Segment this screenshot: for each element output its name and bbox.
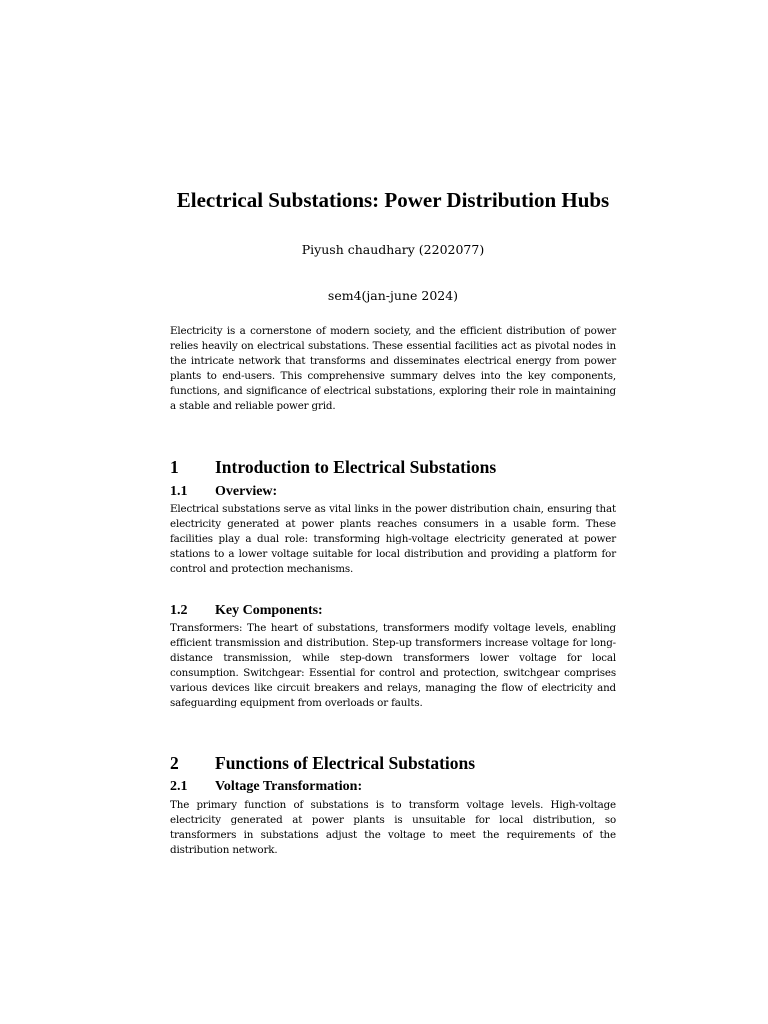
subsection-heading-2-1 (170, 778, 616, 796)
subsection-title: Voltage Transformation: (215, 779, 363, 794)
section-number: 1 (170, 457, 179, 477)
subsection-number: 2.1 (170, 779, 188, 794)
section-title: Introduction to Electrical Substations (215, 457, 497, 477)
document-title: Electrical Substations: Power Distribution Hubs (176, 188, 610, 212)
subsection-number: 1.2 (170, 603, 188, 618)
subsection-title: Key Components: (215, 603, 323, 618)
document-author: Piyush chaudhary (2202077) (301, 242, 485, 257)
subsection-heading-1-1 (170, 483, 616, 501)
section-title: Functions of Electrical Substations (215, 753, 476, 773)
section-heading-2 (170, 752, 616, 774)
subsection-text-1-1: Electrical substations serve as vital links in the power distribution chain, ensuring that electricity generated at power plants reaches consumers in a usable form. These facilities play a dual role: transforming high-voltage electricity generated at power stations to a lower voltage suitable for local distribution and providing a platform for control and protection mechanisms. (170, 503, 616, 575)
subsection-number: 1.1 (170, 484, 188, 499)
subsection-text-2-1: The primary function of substations is to transform voltage levels. High-voltage electricity generated at power plants is unsuitable for local distribution, so transformers in substations adjust the voltage to meet the requirements of the distribution network. (170, 799, 616, 856)
subsection-title: Overview: (215, 484, 278, 499)
document-date: sem4(jan-june 2024) (327, 288, 459, 303)
subsection-heading-1-2 (170, 602, 616, 620)
abstract-text: Electricity is a cornerstone of modern society, and the efficient distribution of power relies heavily on electrical substations. These essential facilities act as pivotal nodes in the intricate network that transforms and disseminates electrical energy from power plants to end-users. This comprehensive summary delves into the key components, functions, and significance of electrical substations, exploring their role in maintaining a stable and reliable power grid. (170, 325, 616, 412)
subsection-text-1-2: Transformers: The heart of substations, transformers modify voltage levels, enabling efficient transmission and distribution. Step-up transformers increase voltage for long-distance transmission, while step-down transformers lower voltage for local consumption. Switchgear: Essential for control and protection, switchgear comprises various devices like circuit breakers and relays, managing the flow of electricity and safeguarding equipment from overloads or faults. (170, 622, 616, 709)
section-number: 2 (170, 753, 179, 773)
section-heading-1 (170, 456, 616, 478)
